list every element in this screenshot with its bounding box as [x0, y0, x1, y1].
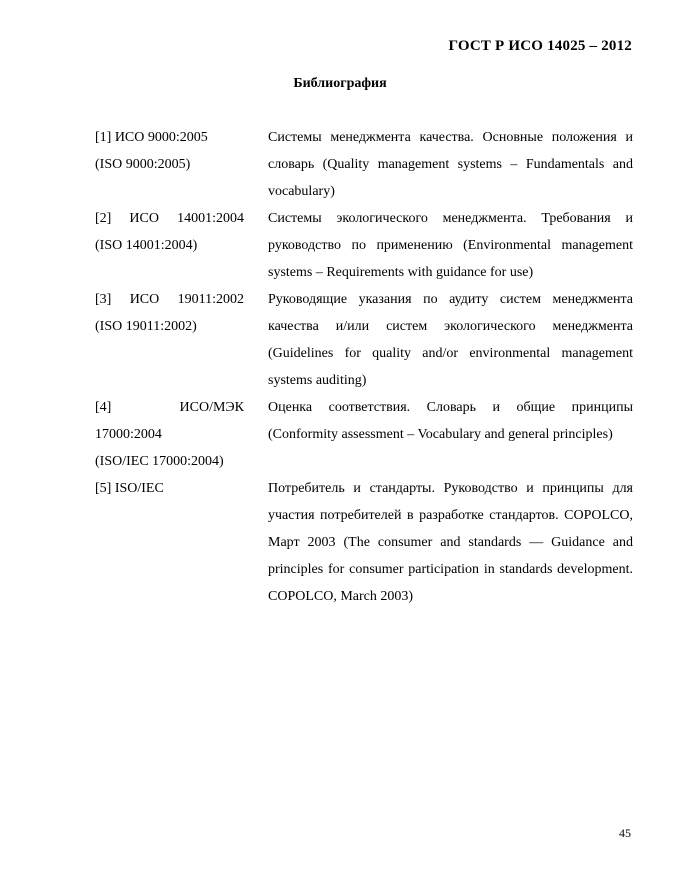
bibliography-entry [95, 286, 633, 394]
bibliography-reference [95, 205, 256, 259]
document-code: ГОСТ Р ИСО 14025 – 2012 [448, 38, 632, 54]
bibliography-entry [95, 205, 633, 286]
bibliography-description: Потребитель и стандарты. Руководство и принципы для участия потребителей в разработке стандартов. COPOLCO, Март 2003 (The consumer and standards — Guidance and principles for consumer participation in standards development. COPOLCO, March 2003) [268, 481, 633, 604]
bibliography-reference [95, 475, 256, 502]
bibliography-description: Системы менеджмента качества. Основные положения и словарь (Quality management systems – Fundamentals and vocabulary) [268, 130, 633, 199]
reference-line: 17000:2004 [95, 427, 162, 442]
reference-line: [2] ИСО 14001:2004 [95, 211, 244, 226]
bibliography-entry [95, 394, 633, 475]
reference-line: [3] ИСО 19011:2002 [95, 292, 244, 307]
reference-line: (ISO 19011:2002) [95, 319, 197, 334]
reference-line: [1] ИСО 9000:2005 [95, 130, 208, 145]
bibliography-reference [95, 394, 256, 475]
reference-line: (ISO/IEC 17000:2004) [95, 454, 224, 469]
bibliography-description: Руководящие указания по аудиту систем менеджмента качества и/или систем экологического менеджмента (Guidelines for quality and/or environmental management systems auditing) [268, 292, 633, 388]
reference-line: (ISO 14001:2004) [95, 238, 198, 253]
reference-line: (ISO 9000:2005) [95, 157, 191, 172]
bibliography-description: Оценка соответствия. Словарь и общие принципы (Conformity assessment – Vocabulary and general principles) [268, 400, 633, 442]
bibliography-entry [95, 124, 633, 205]
bibliography-reference [95, 124, 256, 178]
bibliography-list [95, 124, 633, 610]
reference-line: [4] ИСО/МЭК [95, 400, 244, 415]
bibliography-description: Системы экологического менеджмента. Требования и руководство по применению (Environmental management systems – Requirements with guidance for use) [268, 211, 633, 280]
bibliography-reference [95, 286, 256, 340]
reference-line: [5] ISO/IEC [95, 481, 164, 496]
section-title: Библиография [293, 76, 387, 91]
page-number: 45 [619, 826, 631, 840]
bibliography-entry [95, 475, 633, 610]
